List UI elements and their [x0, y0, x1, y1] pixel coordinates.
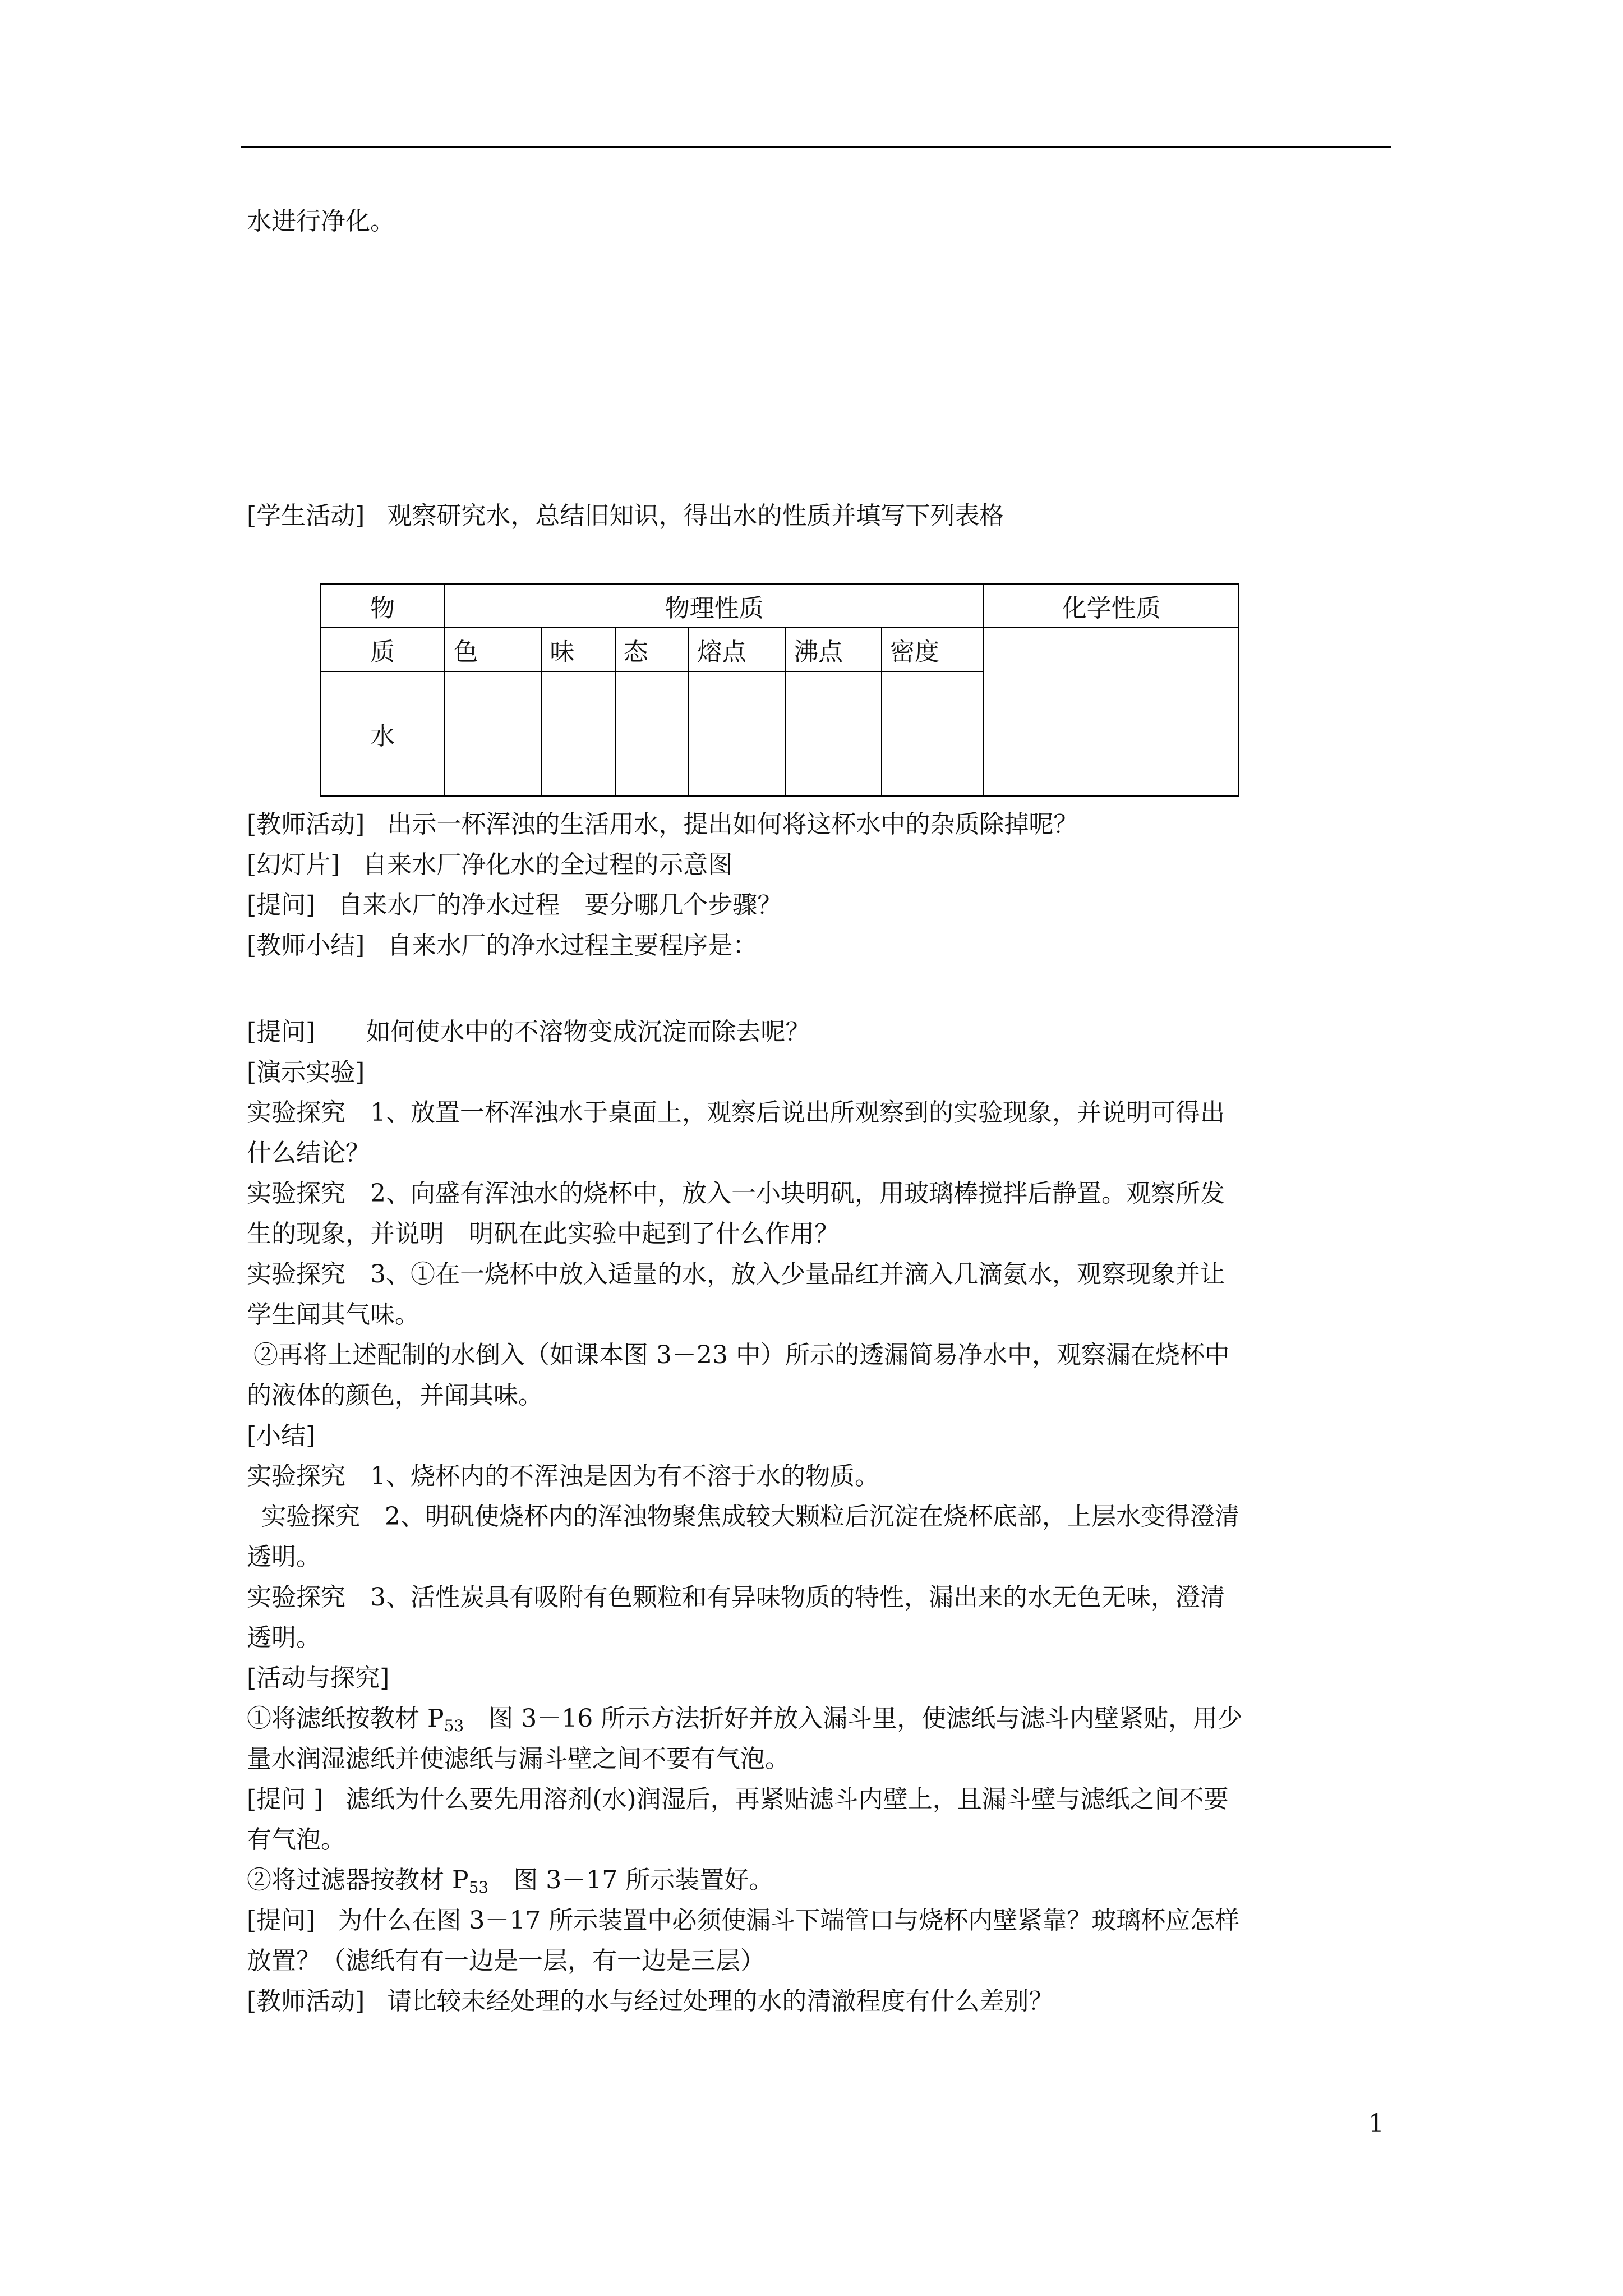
line-tag: [提问]	[247, 891, 316, 919]
experiment-line: 的液体的颜色，并闻其味。	[247, 1381, 543, 1410]
line-text: 自来水厂的净水过程 要分哪几个步骤？	[338, 891, 782, 919]
physical-properties-header: 物理性质	[445, 584, 984, 628]
table-cell	[785, 671, 882, 796]
teacher-activity-line	[247, 1985, 1053, 2018]
summary-line: 透明。	[247, 1623, 321, 1652]
summary-line: 实验探究 1、烧杯内的不浑浊是因为有不溶于水的物质。	[247, 1462, 879, 1490]
step-text: 图 3－17 所示装置好。	[488, 1866, 774, 1894]
activity-step-1	[247, 1702, 1242, 1743]
continuation-text: 水进行净化。	[247, 207, 395, 236]
table-header-cell: 物	[320, 584, 445, 628]
summary-line: 实验探究 2、明矾使烧杯内的浑浊物聚焦成较大颗粒后沉淀在烧杯底部，上层水变得澄清	[261, 1502, 1239, 1531]
step-text: ②将过滤器按教材 P	[247, 1866, 469, 1894]
page-subscript: 53	[444, 1717, 464, 1735]
summary-line: 透明。	[247, 1543, 321, 1571]
text-line	[247, 808, 1078, 841]
table-cell	[445, 671, 541, 796]
line-text: 如何使水中的不溶物变成沉淀而除去呢？	[366, 1018, 810, 1046]
line-text: 为什么在图 3－17 所示装置中必须使漏斗下端管口与烧杯内壁紧靠？玻璃杯应怎样	[338, 1906, 1240, 1935]
table-col-header: 味	[541, 628, 615, 671]
question-line	[247, 1015, 810, 1049]
question-line	[247, 1904, 1239, 1938]
table-cell	[984, 628, 1239, 796]
table-row-label: 水	[320, 671, 445, 796]
experiment-line: 实验探究 3、①在一烧杯中放入适量的水，放入少量品红并滴入几滴氨水，观察现象并让	[247, 1260, 1225, 1289]
step-text: ①将滤纸按教材 P	[247, 1704, 444, 1733]
demo-tag: [演示实验]	[247, 1058, 365, 1087]
line-text: 自来水厂的净水过程主要程序是：	[387, 931, 758, 960]
activity-step-2	[247, 1864, 773, 1904]
question-line-cont: 放置？（滤纸有有一边是一层，有一边是三层）	[247, 1947, 765, 1975]
experiment-line: 实验探究 1、放置一杯浑浊水于桌面上，观察后说出所观察到的实验现象，并说明可得出	[247, 1098, 1225, 1127]
table-cell	[689, 671, 785, 796]
line-tag: [教师小结]	[247, 931, 365, 960]
table-cell	[615, 671, 689, 796]
table-col-header: 态	[615, 628, 689, 671]
line-tag: [提问 ]	[247, 1785, 324, 1814]
summary-tag: [小结]	[247, 1421, 316, 1450]
text-line	[247, 929, 757, 963]
line-tag: [教师活动]	[247, 810, 365, 839]
page-number: 1	[1368, 2109, 1384, 2138]
table-cell	[882, 671, 984, 796]
text-line	[247, 848, 732, 882]
line-tag: [幻灯片]	[247, 850, 340, 879]
line-tag: [提问]	[247, 1018, 316, 1046]
chemical-properties-header: 化学性质	[984, 584, 1239, 628]
activity-tag: [学生活动]	[247, 501, 365, 530]
line-text: 自来水厂净化水的全过程的示意图	[362, 850, 733, 879]
experiment-line: 学生闻其气味。	[247, 1300, 419, 1329]
table-col-header: 色	[445, 628, 541, 671]
step-text: 图 3－16 所示方法折好并放入漏斗里，使滤纸与滤斗内壁紧贴，用少	[464, 1704, 1243, 1733]
table-cell	[541, 671, 615, 796]
table-header-cell: 质	[320, 628, 445, 671]
question-line	[247, 1783, 1229, 1816]
page-subscript: 53	[468, 1878, 489, 1897]
activity-text: 观察研究水，总结旧知识，得出水的性质并填写下列表格	[387, 501, 1004, 530]
activity-step-1-cont: 量水润湿滤纸并使滤纸与漏斗壁之间不要有气泡。	[247, 1745, 790, 1773]
table-col-header: 熔点	[689, 628, 785, 671]
summary-line: 实验探究 3、活性炭具有吸附有色颗粒和有异味物质的特性，漏出来的水无色无味，澄清	[247, 1583, 1225, 1612]
student-activity-line	[247, 499, 1004, 533]
experiment-line: 什么结论？	[247, 1139, 370, 1167]
experiment-line: ②再将上述配制的水倒入（如课本图 3－23 中）所示的透漏简易净水中，观察漏在烧杯中	[253, 1341, 1229, 1369]
table-col-header: 沸点	[785, 628, 882, 671]
activity-explore-tag: [活动与探究]	[247, 1664, 390, 1692]
experiment-line: 实验探究 2、向盛有浑浊水的烧杯中，放入一小块明矾，用玻璃棒搅拌后静置。观察所发	[247, 1179, 1225, 1208]
header-rule	[241, 146, 1391, 148]
line-text: 请比较未经处理的水与经过处理的水的清澈程度有什么差别？	[387, 1987, 1054, 2016]
line-text: 出示一杯浑浊的生活用水，提出如何将这杯水中的杂质除掉呢？	[387, 810, 1078, 839]
table-col-header: 密度	[882, 628, 984, 671]
text-line	[247, 889, 782, 922]
line-tag: [提问]	[247, 1906, 316, 1935]
line-tag: [教师活动]	[247, 1987, 365, 2016]
question-line-cont: 有气泡。	[247, 1825, 345, 1854]
line-text: 滤纸为什么要先用溶剂(水)润湿后，再紧贴滤斗内壁上，且漏斗壁与滤纸之间不要	[345, 1785, 1229, 1814]
experiment-line: 生的现象，并说明 明矾在此实验中起到了什么作用？	[247, 1220, 839, 1248]
water-properties-table	[320, 583, 1239, 797]
